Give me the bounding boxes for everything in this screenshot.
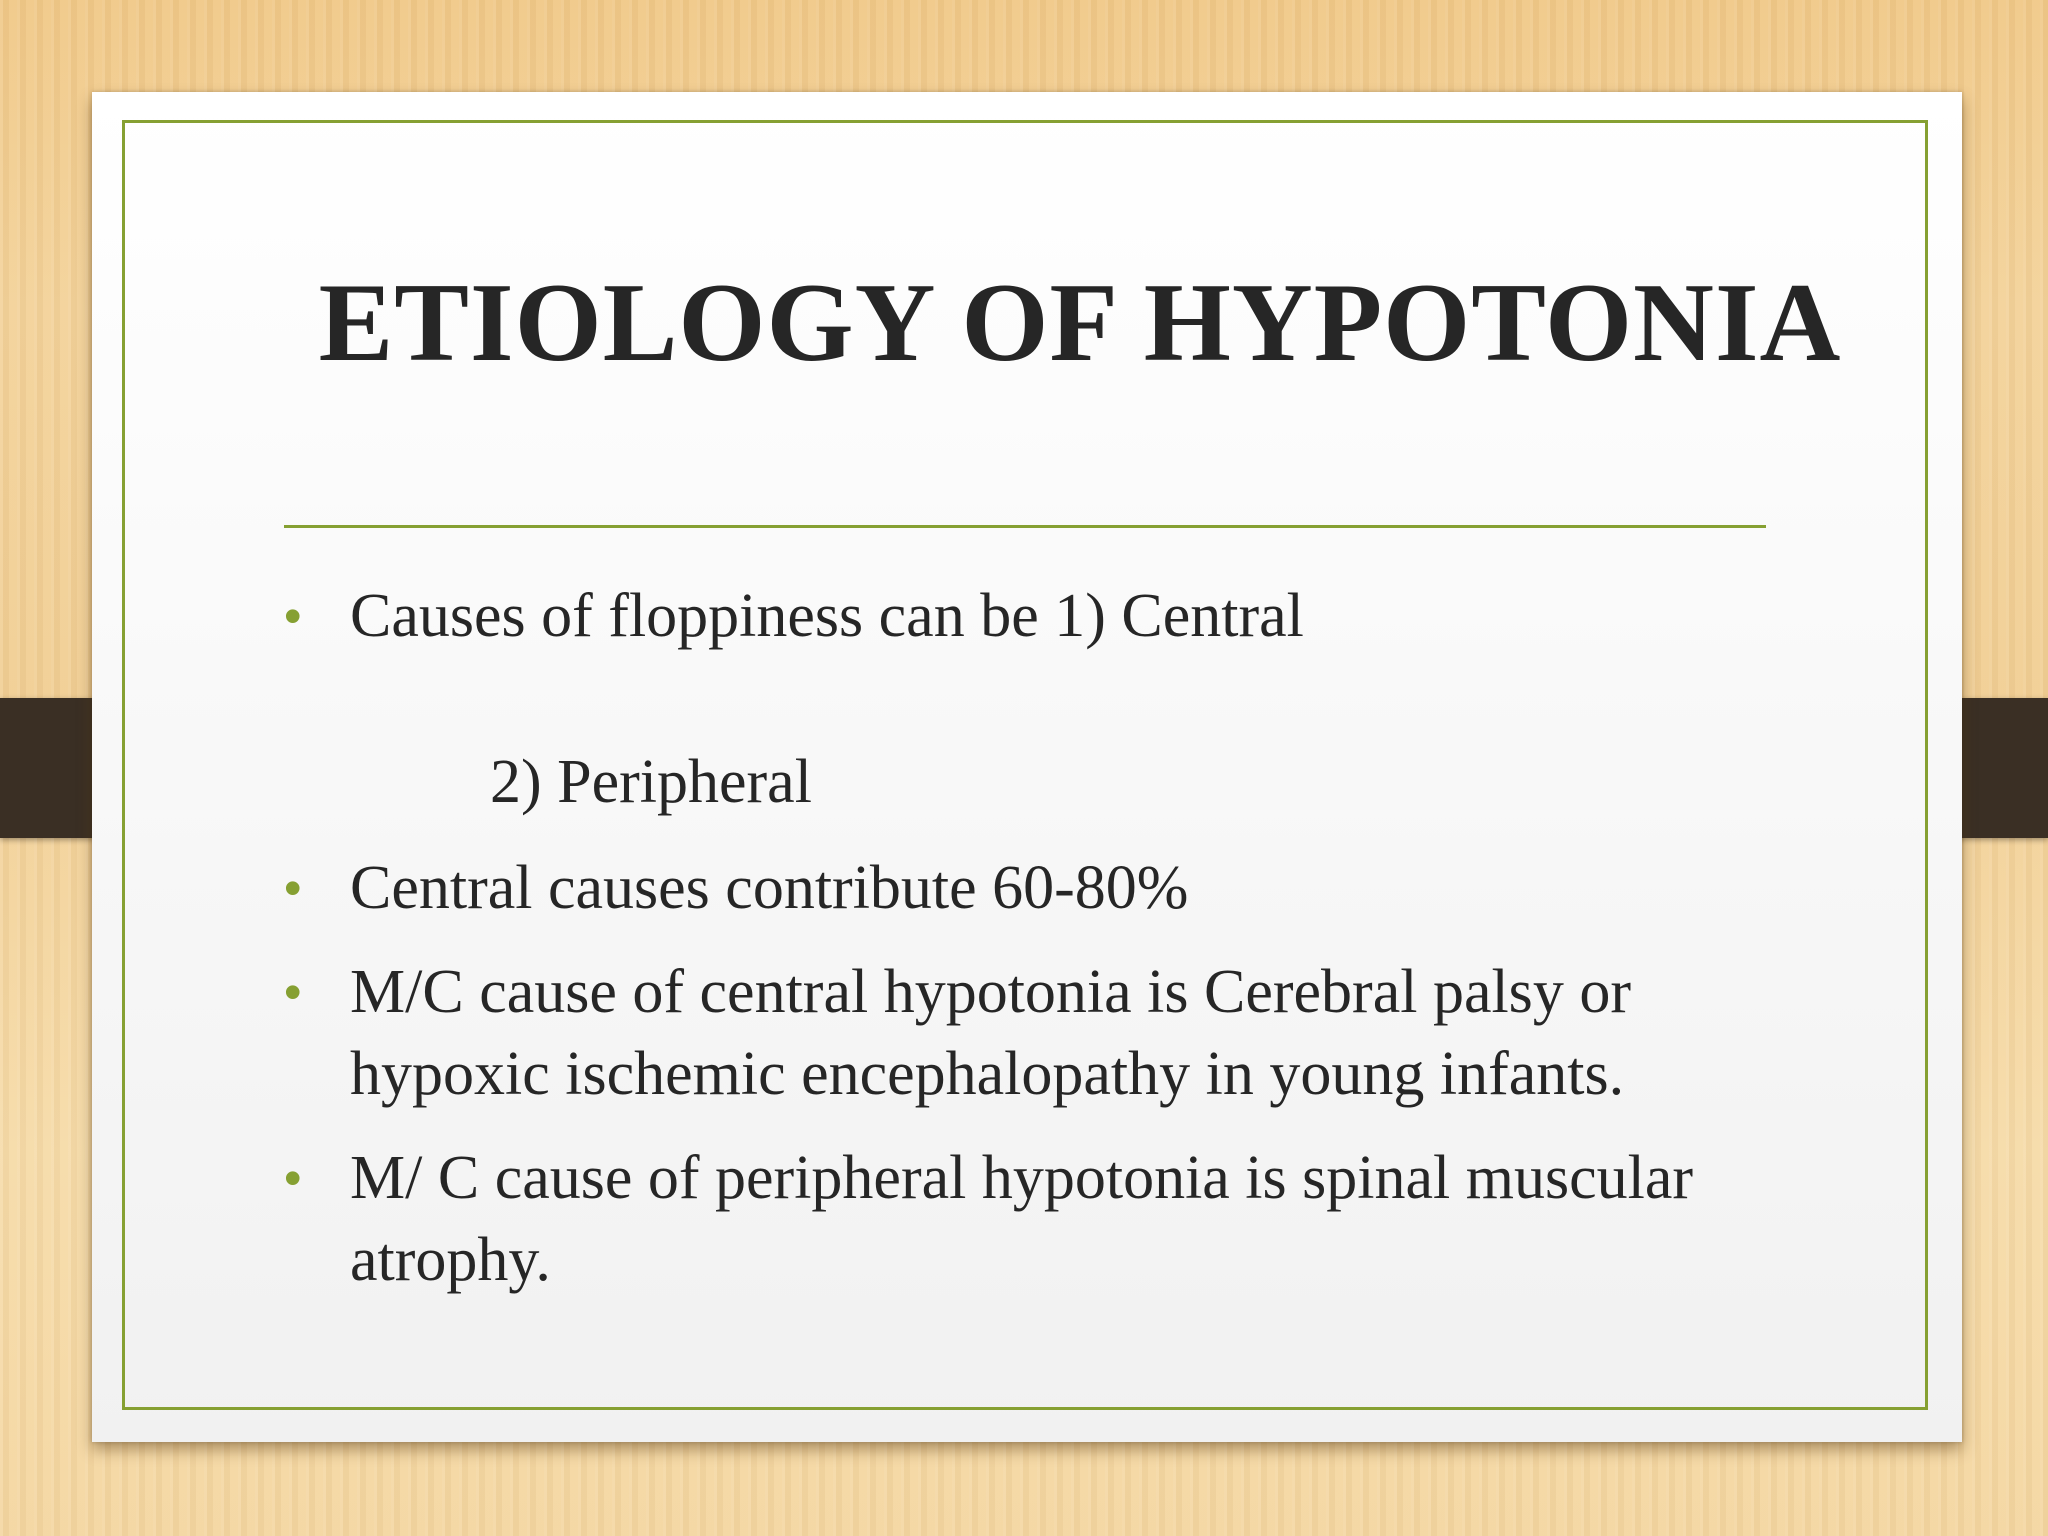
bullet-icon: • [284,588,302,644]
bullet-text: M/ C cause of peripheral hypotonia is spinal muscular atrophy. [350,1144,1694,1294]
bullet-text: Central causes contribute 60-80% [350,854,1189,922]
bullet-list [284,575,1824,1301]
bullet-item [284,1137,1824,1301]
slide-title: ETIOLOGY OF HYPOTONIA [318,261,1842,385]
bullet-icon: • [284,964,302,1020]
bullet-text: M/C cause of central hypotonia is Cerebral palsy or hypoxic ischemic encephalopathy in young infants. [350,958,1631,1108]
bullet-item [284,951,1824,1115]
bullet-text: 2) Peripheral [490,748,812,816]
bullet-text: Causes of floppiness can be 1) Central [350,582,1304,650]
bullet-item [284,847,1824,929]
bullet-icon: • [284,860,302,916]
bullet-icon: • [284,1150,302,1206]
bullet-continuation [284,741,1824,823]
bullet-item [284,575,1824,657]
title-divider [284,525,1766,528]
